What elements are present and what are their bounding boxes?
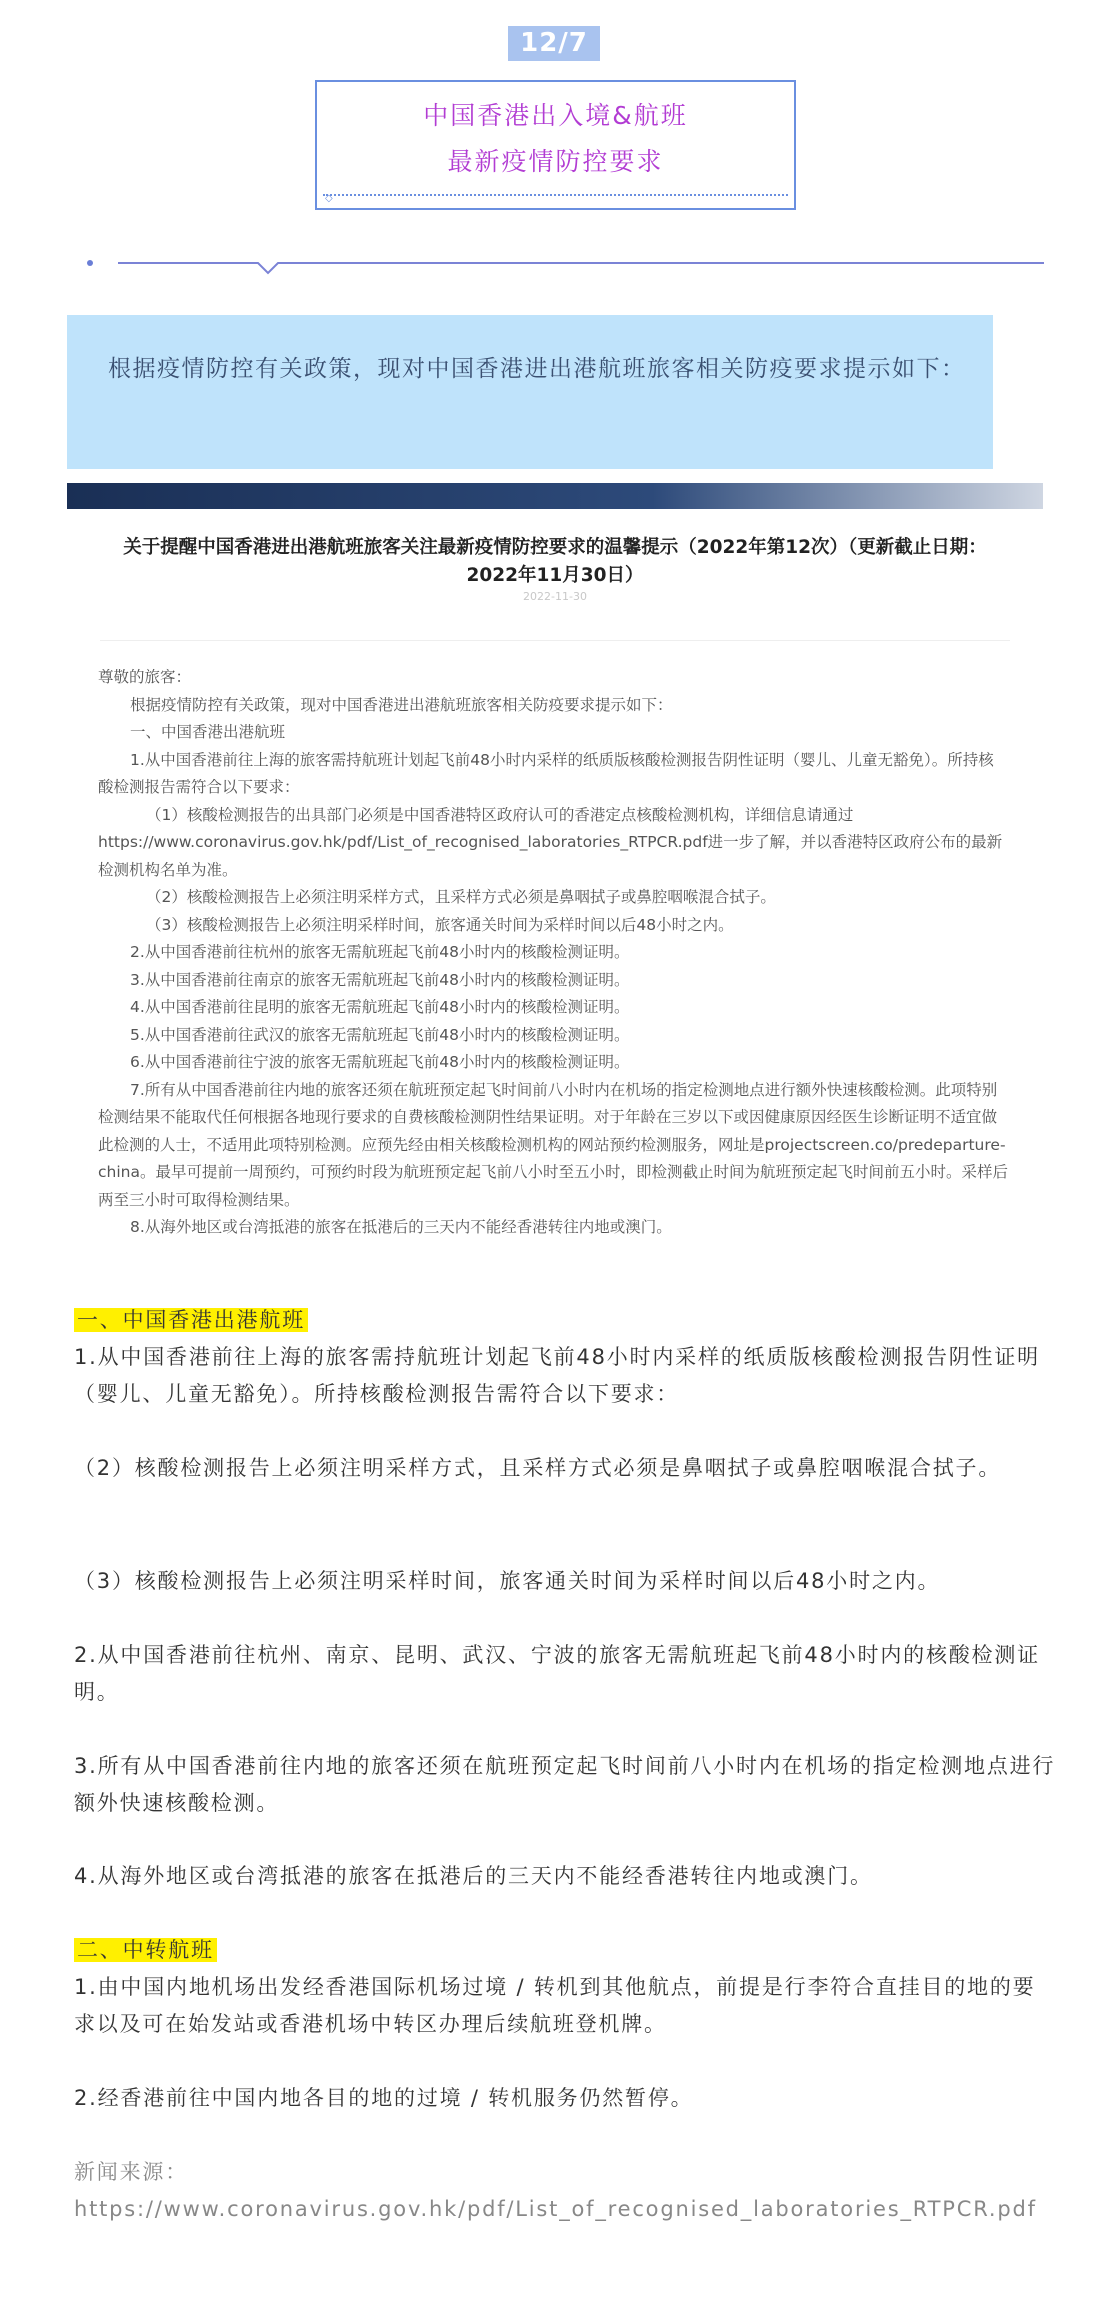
section2-paragraph: 2.经香港前往中国内地各目的地的过境 / 转机服务仍然暂停。	[74, 2086, 694, 2110]
divider-line	[86, 258, 1044, 280]
page-title-line2: 最新疫情防控要求	[447, 147, 664, 176]
section1-heading-row	[74, 1302, 1056, 1339]
notice-line: 尊敬的旅客：	[98, 668, 192, 686]
section1-paragraph: 2.从中国香港前往杭州、南京、昆明、武汉、宁波的旅客无需航班起飞前48小时内的核酸检测证明。	[74, 1643, 1040, 1704]
notice-body	[98, 664, 1008, 1242]
notice-line: 2.从中国香港前往杭州的旅客无需航班起飞前48小时内的核酸检测证明。	[130, 943, 630, 961]
dotted-rule	[323, 194, 788, 196]
notice-line: （2）核酸检测报告上必须注明采样方式，且采样方式必须是鼻咽拭子或鼻腔咽喉混合拭子。	[146, 888, 776, 906]
intro-box	[67, 315, 993, 469]
notice-title: 关于提醒中国香港进出港航班旅客关注最新疫情防控要求的温馨提示（2022年第12次）（更新截止日期：2022年11月30日）	[123, 537, 987, 586]
section1-heading: 一、中国香港出港航班	[74, 1308, 308, 1332]
intro-text: 根据疫情防控有关政策，现对中国香港进出港航班旅客相关防疫要求提示如下：	[108, 356, 966, 382]
section2-heading-row	[74, 1932, 1056, 1969]
section2-paragraph: 1.由中国内地机场出发经香港国际机场过境 / 转机到其他航点，前提是行李符合直挂目的地的要求以及可在始发站或香港机场中转区办理后续航班登机牌。	[74, 1975, 1036, 2036]
notice-line: 6.从中国香港前往宁波的旅客无需航班起飞前48小时内的核酸检测证明。	[130, 1053, 630, 1071]
notice-line: （3）核酸检测报告上必须注明采样时间，旅客通关时间为采样时间以后48小时之内。	[146, 915, 734, 934]
section1-paragraph: （2）核酸检测报告上必须注明采样方式，且采样方式必须是鼻咽拭子或鼻腔咽喉混合拭子。	[74, 1456, 1002, 1480]
source-link[interactable]: https://www.coronavirus.gov.hk/pdf/List_of_recognised_laboratories_RTPCR.pdf	[74, 2197, 1037, 2221]
notice-line: 一、中国香港出港航班	[130, 723, 286, 741]
title-box	[315, 80, 796, 210]
section1-paragraph: 1.从中国香港前往上海的旅客需持航班计划起飞前48小时内采样的纸质版核酸检测报告阴性证明（婴儿、儿童无豁免）。所持核酸检测报告需符合以下要求：	[74, 1345, 1040, 1406]
diamond-icon: ◇	[325, 193, 333, 204]
notice-line: 根据疫情防控有关政策，现对中国香港进出港航班旅客相关防疫要求提示如下：	[130, 695, 673, 714]
section2-heading: 二、中转航班	[74, 1938, 217, 1962]
section1-paragraph: 4.从海外地区或台湾抵港的旅客在抵港后的三天内不能经香港转往内地或澳门。	[74, 1864, 873, 1888]
notice-line: 4.从中国香港前往昆明的旅客无需航班起飞前48小时内的核酸检测证明。	[130, 998, 630, 1016]
page-title-line1: 中国香港出入境&航班	[423, 101, 688, 130]
section1-paragraph: （3）核酸检测报告上必须注明采样时间，旅客通关时间为采样时间以后48小时之内。	[74, 1569, 941, 1593]
source-label: 新闻来源：	[74, 2160, 188, 2184]
section1-paragraph: 3.所有从中国香港前往内地的旅客还须在航班预定起飞时间前八小时内在机场的指定检测地点进行额外快速核酸检测。	[74, 1754, 1056, 1815]
notice-line: 7.所有从中国香港前往内地的旅客还须在航班预定起飞时间前八小时内在机场的指定检测地点进行额外快速核酸检测。此项特别检测结果不能取代任何根据各地现行要求的自费核酸检测阴性结果证明。对于年龄在三岁以下或因健康原因经医生诊断证明不适宜做此检测的人士，不适用此项特别检测。应预先经由相关核酸检测机构的网站预约检测服务，网址是projectscreen.co/predeparture-china。最早可提前一周预约，可预约时段为航班预定起飞前八小时至五小时，即检测截止时间为航班预定起飞时间前五小时。采样后两至三小时可取得检测结果。	[98, 1080, 1008, 1209]
notice-line: 8.从海外地区或台湾抵港的旅客在抵港后的三天内不能经香港转往内地或澳门。	[130, 1218, 672, 1236]
date-badge: 12/7	[508, 26, 600, 61]
notice-divider	[100, 640, 1010, 641]
notice-line: （1）核酸检测报告的出具部门必须是中国香港特区政府认可的香港定点核酸检测机构，详细信息请通过https://www.coronavirus.gov.hk/pdf/List_of_recognised_laboratories_RTPCR.pdf进一步了解，并以香港特区政府公布的最新检测机构名单为准。	[98, 805, 1003, 879]
notice-date: 2022-11-30	[523, 590, 587, 603]
notice-line: 1.从中国香港前往上海的旅客需持航班计划起飞前48小时内采样的纸质版核酸检测报告阴性证明（婴儿、儿童无豁免）。所持核酸检测报告需符合以下要求：	[98, 750, 994, 796]
banner-strip	[67, 483, 1043, 509]
notice-line: 5.从中国香港前往武汉的旅客无需航班起飞前48小时内的核酸检测证明。	[130, 1025, 630, 1044]
notice-line: 3.从中国香港前往南京的旅客无需航班起飞前48小时内的核酸检测证明。	[130, 970, 630, 989]
